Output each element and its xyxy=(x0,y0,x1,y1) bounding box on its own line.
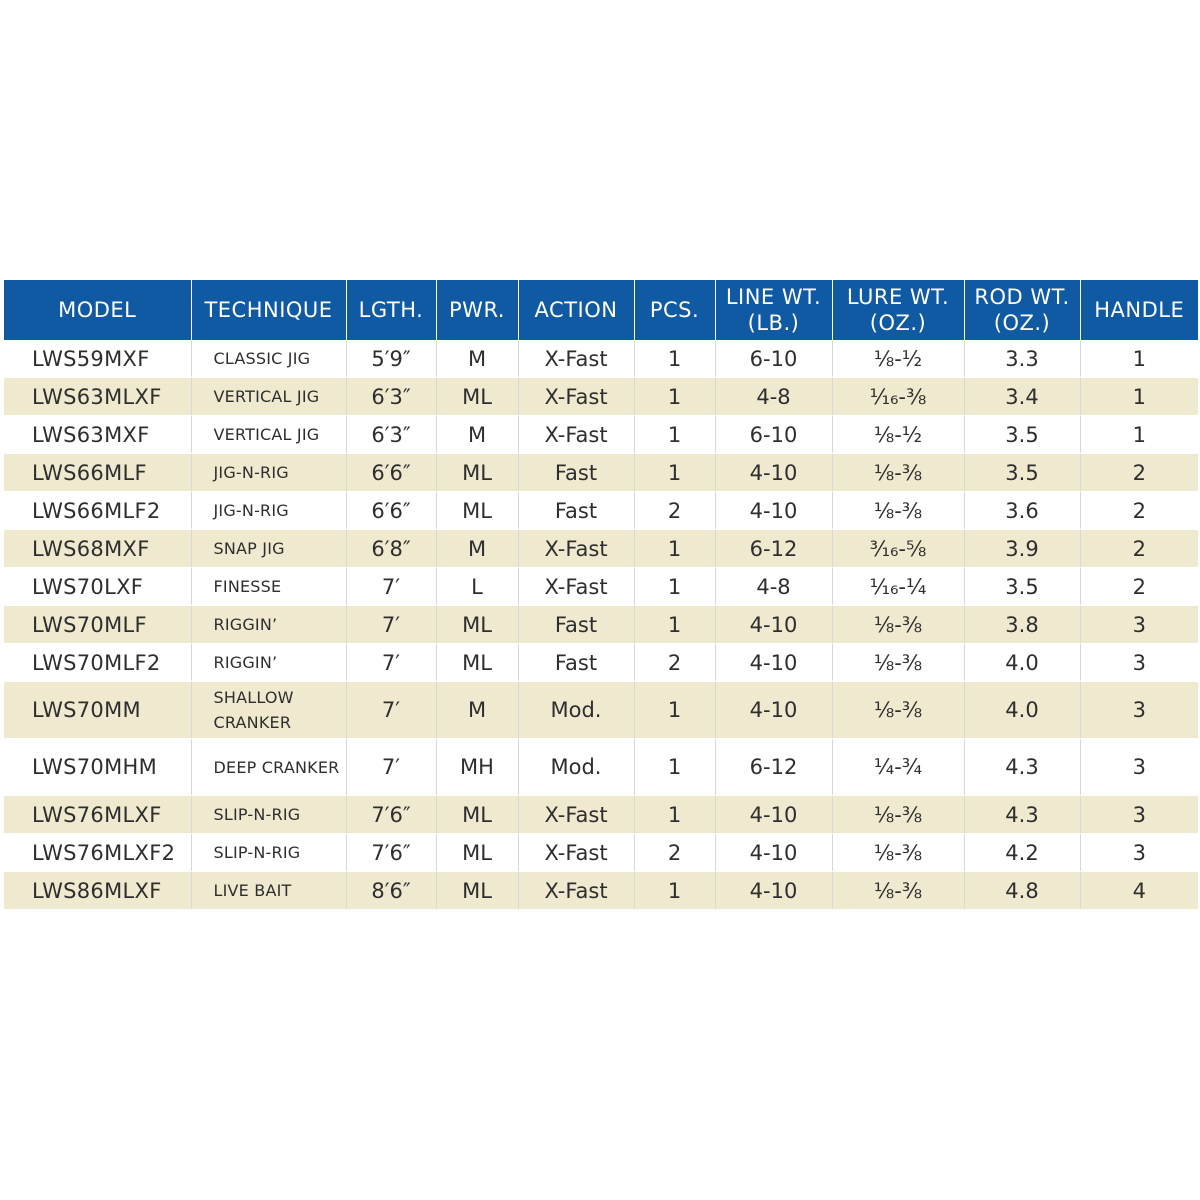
rod-weight-cell: 3.5 xyxy=(964,568,1080,606)
handle-cell: 2 xyxy=(1080,454,1198,492)
technique-cell: SLIP-N-RIG xyxy=(191,796,346,834)
action-cell: Mod. xyxy=(518,739,634,796)
pieces-cell: 1 xyxy=(634,416,715,454)
handle-cell: 1 xyxy=(1080,378,1198,416)
rod-weight-cell: 3.4 xyxy=(964,378,1080,416)
power-cell: M xyxy=(436,416,518,454)
rod-spec-table xyxy=(4,280,1198,910)
rod-weight-cell: 3.6 xyxy=(964,492,1080,530)
rod-weight-cell: 4.0 xyxy=(964,682,1080,739)
technique-cell: DEEP CRANKER xyxy=(191,739,346,796)
model-cell: LWS63MXF xyxy=(4,416,191,454)
pieces-cell: 1 xyxy=(634,682,715,739)
power-cell: M xyxy=(436,530,518,568)
length-cell: 6′8″ xyxy=(346,530,436,568)
model-cell: LWS70LXF xyxy=(4,568,191,606)
action-cell: X-Fast xyxy=(518,378,634,416)
line-weight-cell: 4-10 xyxy=(715,872,832,910)
power-cell: MH xyxy=(436,739,518,796)
power-cell: ML xyxy=(436,644,518,682)
table-row xyxy=(4,872,1198,910)
line-weight-cell: 4-10 xyxy=(715,682,832,739)
lure-weight-cell: ¹⁄₁₆-¼ xyxy=(832,568,964,606)
technique-cell: SNAP JIG xyxy=(191,530,346,568)
handle-cell: 4 xyxy=(1080,872,1198,910)
length-cell: 5′9″ xyxy=(346,340,436,378)
header-rod-weight-line2: (OZ.) xyxy=(993,311,1051,335)
lure-weight-cell: ¼-¾ xyxy=(832,739,964,796)
rod-weight-cell: 3.5 xyxy=(964,416,1080,454)
power-cell: ML xyxy=(436,796,518,834)
header-line-weight-line1: LINE WT. xyxy=(725,285,822,309)
power-cell: ML xyxy=(436,378,518,416)
technique-cell: RIGGIN’ xyxy=(191,644,346,682)
pieces-cell: 1 xyxy=(634,378,715,416)
table-row xyxy=(4,796,1198,834)
model-cell: LWS66MLF2 xyxy=(4,492,191,530)
lure-weight-cell: ⅛-⅜ xyxy=(832,492,964,530)
line-weight-cell: 4-10 xyxy=(715,606,832,644)
header-lure-weight-line2: (OZ.) xyxy=(869,311,927,335)
technique-cell: CLASSIC JIG xyxy=(191,340,346,378)
line-weight-cell: 4-8 xyxy=(715,378,832,416)
length-cell: 7′ xyxy=(346,739,436,796)
header-rod-weight-line1: ROD WT. xyxy=(974,285,1070,309)
table-row xyxy=(4,340,1198,378)
power-cell: ML xyxy=(436,872,518,910)
handle-cell: 3 xyxy=(1080,644,1198,682)
rod-weight-cell: 4.0 xyxy=(964,644,1080,682)
line-weight-cell: 6-12 xyxy=(715,530,832,568)
pieces-cell: 1 xyxy=(634,340,715,378)
action-cell: Fast xyxy=(518,606,634,644)
model-cell: LWS70MLF2 xyxy=(4,644,191,682)
length-cell: 7′6″ xyxy=(346,834,436,872)
action-cell: X-Fast xyxy=(518,530,634,568)
power-cell: ML xyxy=(436,834,518,872)
technique-cell: JIG-N-RIG xyxy=(191,454,346,492)
power-cell: ML xyxy=(436,606,518,644)
rod-weight-cell: 4.2 xyxy=(964,834,1080,872)
length-cell: 7′ xyxy=(346,606,436,644)
lure-weight-cell: ⅛-⅜ xyxy=(832,682,964,739)
length-cell: 6′6″ xyxy=(346,454,436,492)
header-model: MODEL xyxy=(4,280,191,340)
header-pieces: PCS. xyxy=(634,280,715,340)
technique-cell: LIVE BAIT xyxy=(191,872,346,910)
rod-weight-cell: 3.5 xyxy=(964,454,1080,492)
pieces-cell: 1 xyxy=(634,568,715,606)
lure-weight-cell: ⅛-⅜ xyxy=(832,606,964,644)
model-cell: LWS86MLXF xyxy=(4,872,191,910)
rod-weight-cell: 3.8 xyxy=(964,606,1080,644)
pieces-cell: 1 xyxy=(634,530,715,568)
power-cell: M xyxy=(436,340,518,378)
table-body xyxy=(4,340,1198,910)
handle-cell: 2 xyxy=(1080,568,1198,606)
lure-weight-cell: ⅛-⅜ xyxy=(832,454,964,492)
header-line-weight xyxy=(715,280,832,340)
model-cell: LWS76MLXF xyxy=(4,796,191,834)
length-cell: 6′3″ xyxy=(346,416,436,454)
lure-weight-cell: ⅛-½ xyxy=(832,416,964,454)
power-cell: ML xyxy=(436,454,518,492)
table-row xyxy=(4,568,1198,606)
technique-cell: RIGGIN’ xyxy=(191,606,346,644)
line-weight-cell: 6-12 xyxy=(715,739,832,796)
handle-cell: 3 xyxy=(1080,796,1198,834)
handle-cell: 3 xyxy=(1080,739,1198,796)
line-weight-cell: 6-10 xyxy=(715,416,832,454)
model-cell: LWS68MXF xyxy=(4,530,191,568)
action-cell: X-Fast xyxy=(518,568,634,606)
technique-cell: SHALLOW CRANKER xyxy=(191,682,346,739)
model-cell: LWS66MLF xyxy=(4,454,191,492)
technique-cell: SLIP-N-RIG xyxy=(191,834,346,872)
lure-weight-cell: ⅛-⅜ xyxy=(832,834,964,872)
action-cell: X-Fast xyxy=(518,834,634,872)
header-rod-weight xyxy=(964,280,1080,340)
line-weight-cell: 6-10 xyxy=(715,340,832,378)
technique-cell: FINESSE xyxy=(191,568,346,606)
table-row xyxy=(4,454,1198,492)
model-cell: LWS70MHM xyxy=(4,739,191,796)
length-cell: 7′6″ xyxy=(346,796,436,834)
pieces-cell: 1 xyxy=(634,796,715,834)
rod-weight-cell: 4.3 xyxy=(964,739,1080,796)
lure-weight-cell: ⅛-⅜ xyxy=(832,796,964,834)
lure-weight-cell: ⅛-½ xyxy=(832,340,964,378)
pieces-cell: 2 xyxy=(634,492,715,530)
action-cell: X-Fast xyxy=(518,416,634,454)
action-cell: Fast xyxy=(518,492,634,530)
rod-weight-cell: 4.8 xyxy=(964,872,1080,910)
table-row xyxy=(4,606,1198,644)
table-row xyxy=(4,739,1198,796)
lure-weight-cell: ¹⁄₁₆-⅜ xyxy=(832,378,964,416)
line-weight-cell: 4-10 xyxy=(715,796,832,834)
power-cell: M xyxy=(436,682,518,739)
length-cell: 7′ xyxy=(346,644,436,682)
length-cell: 6′6″ xyxy=(346,492,436,530)
table-row xyxy=(4,644,1198,682)
length-cell: 7′ xyxy=(346,682,436,739)
action-cell: Fast xyxy=(518,644,634,682)
action-cell: X-Fast xyxy=(518,340,634,378)
table-row xyxy=(4,416,1198,454)
technique-cell: JIG-N-RIG xyxy=(191,492,346,530)
header-line-weight-line2: (LB.) xyxy=(747,311,800,335)
table-row xyxy=(4,378,1198,416)
pieces-cell: 1 xyxy=(634,739,715,796)
length-cell: 6′3″ xyxy=(346,378,436,416)
technique-cell: VERTICAL JIG xyxy=(191,416,346,454)
pieces-cell: 2 xyxy=(634,644,715,682)
line-weight-cell: 4-10 xyxy=(715,834,832,872)
table-row xyxy=(4,492,1198,530)
model-cell: LWS70MM xyxy=(4,682,191,739)
handle-cell: 3 xyxy=(1080,834,1198,872)
model-cell: LWS76MLXF2 xyxy=(4,834,191,872)
power-cell: ML xyxy=(436,492,518,530)
technique-cell: VERTICAL JIG xyxy=(191,378,346,416)
table-row xyxy=(4,834,1198,872)
handle-cell: 1 xyxy=(1080,340,1198,378)
line-weight-cell: 4-10 xyxy=(715,454,832,492)
model-cell: LWS63MLXF xyxy=(4,378,191,416)
line-weight-cell: 4-10 xyxy=(715,644,832,682)
action-cell: Fast xyxy=(518,454,634,492)
rod-weight-cell: 3.9 xyxy=(964,530,1080,568)
pieces-cell: 1 xyxy=(634,606,715,644)
action-cell: X-Fast xyxy=(518,872,634,910)
handle-cell: 1 xyxy=(1080,416,1198,454)
pieces-cell: 1 xyxy=(634,454,715,492)
action-cell: X-Fast xyxy=(518,796,634,834)
header-handle: HANDLE xyxy=(1080,280,1198,340)
header-length: LGTH. xyxy=(346,280,436,340)
rod-weight-cell: 4.3 xyxy=(964,796,1080,834)
model-cell: LWS59MXF xyxy=(4,340,191,378)
header-technique: TECHNIQUE xyxy=(191,280,346,340)
lure-weight-cell: ⅛-⅜ xyxy=(832,872,964,910)
table-row xyxy=(4,682,1198,739)
line-weight-cell: 4-8 xyxy=(715,568,832,606)
pieces-cell: 2 xyxy=(634,834,715,872)
rod-weight-cell: 3.3 xyxy=(964,340,1080,378)
action-cell: Mod. xyxy=(518,682,634,739)
model-cell: LWS70MLF xyxy=(4,606,191,644)
header-lure-weight xyxy=(832,280,964,340)
header-row xyxy=(4,280,1198,340)
header-lure-weight-line1: LURE WT. xyxy=(846,285,950,309)
handle-cell: 3 xyxy=(1080,682,1198,739)
length-cell: 7′ xyxy=(346,568,436,606)
lure-weight-cell: ⅛-⅜ xyxy=(832,644,964,682)
table-row xyxy=(4,530,1198,568)
header-power: PWR. xyxy=(436,280,518,340)
length-cell: 8′6″ xyxy=(346,872,436,910)
handle-cell: 3 xyxy=(1080,606,1198,644)
handle-cell: 2 xyxy=(1080,530,1198,568)
lure-weight-cell: ³⁄₁₆-⅝ xyxy=(832,530,964,568)
power-cell: L xyxy=(436,568,518,606)
handle-cell: 2 xyxy=(1080,492,1198,530)
header-action: ACTION xyxy=(518,280,634,340)
pieces-cell: 1 xyxy=(634,872,715,910)
line-weight-cell: 4-10 xyxy=(715,492,832,530)
